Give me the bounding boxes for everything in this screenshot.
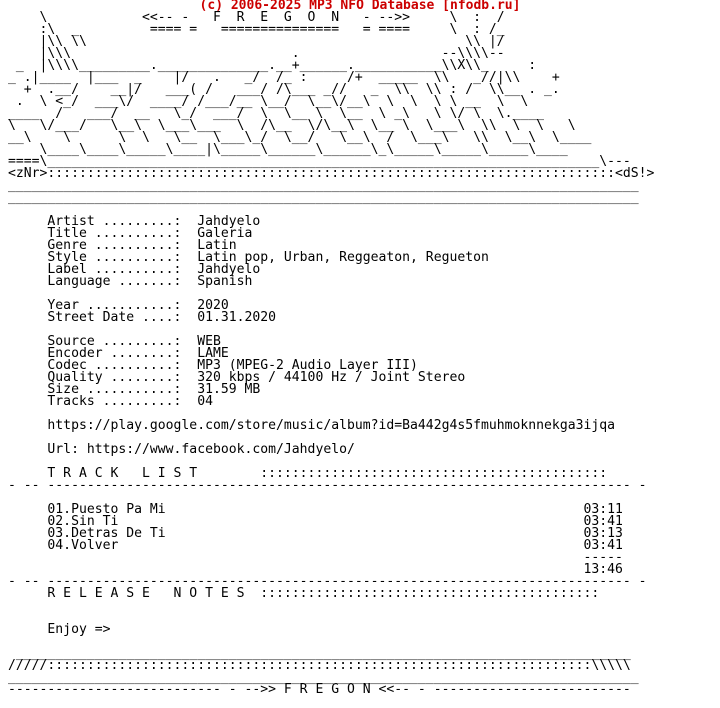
nfo-line: Title ..........: Galeria (8, 226, 253, 241)
nfo-line: \ <<-- - F R E G O N - -->> \ : / (8, 10, 505, 25)
nfo-line: Encoder ........: LAME (8, 346, 229, 361)
nfo-text (8, 12, 654, 696)
nfo-line: /////:::::::::::::::::::::::::::::::::::::::::::::::::::::::::::::::::::::\\\\\ (8, 658, 631, 673)
nfo-line: :\ _ ==== = =============== = ==== \ : /_ (8, 22, 505, 37)
nfo-line: - -- -------------------------------------------------------------------------- - (8, 478, 647, 493)
nfo-line: Year ...........: 2020 (8, 298, 229, 313)
site-header: (c) 2006-2025 MP3 NFO Database [nfodb.ru] (199, 0, 521, 13)
nfo-line: _ |\\\\_________.______________.__+______.___________\\X\\_ : (8, 58, 537, 73)
nfo-line: Size ...........: 31.59 MB (8, 382, 261, 397)
nfo-line: Style ..........: Latin pop, Urban, Reggeaton, Regueton (8, 250, 489, 265)
nfo-line: Language .......: Spanish (8, 274, 253, 289)
nfo-line: 02.Sin Ti 03:41 (8, 514, 623, 529)
nfo-line: <zNr>::::::::::::::::::::::::::::::::::::::::::::::::::::::::::::::::::::::::<dS!> (8, 166, 655, 181)
nfo-line: 03.Detras De Ti 03:13 (8, 526, 623, 541)
nfo-line: Url: https://www.facebook.com/Jahdyelo/ (8, 442, 355, 457)
nfo-line: 04.Volver 03:41 (8, 538, 623, 553)
nfo-line: Enjoy => (8, 622, 111, 637)
nfo-line: _ .|____ |___ _ |/ . _/ /_ : /+ _____ \\ _//|\\ + (8, 70, 560, 85)
nfo-line: ====\______________________________________________________________________\--- (8, 154, 631, 169)
nfo-line: __\ \ \ \ \__ \___\_/ \__/ \__\ / \___\ \\ \__\ \____ (8, 130, 592, 145)
nfo-line: ____ / ___/ __ \_/ ___/ \ \__ \ \__ \ _\ \ \/ \ \.____ (8, 106, 545, 121)
nfo-line: Label ..........: Jahdyelo (8, 262, 261, 277)
nfo-line: |\\ \\ \\ |/ (8, 34, 505, 49)
nfo-line: Codec ..........: MP3 (MPEG-2 Audio Layer III) (8, 358, 418, 373)
nfo-line: Street Date ....: 01.31.2020 (8, 310, 277, 325)
nfo-line: ----- (8, 550, 623, 565)
nfo-line: Quality ........: 320 kbps / 44100 Hz / Joint Stereo (8, 370, 466, 385)
nfo-line: ______________________________________________________________________________ (8, 646, 631, 661)
nfo-line: Tracks .........: 04 (8, 394, 213, 409)
nfo-line: Artist .........: Jahdyelo (8, 214, 261, 229)
nfo-line: + .__/ __|/ ___( / ___/ /\___ _// _ \\ \\ : / \\__ . _. (8, 82, 560, 97)
nfo-line: R E L E A S E N O T E S ::::::::::::::::::::::::::::::::::::::::::: (8, 586, 600, 601)
nfo-line: . \ <_/ ___\/ ____/ /___/__ \__/ \__\/__\ \ \ \ \ __ \ \ (8, 94, 529, 109)
nfo-line: 13:46 (8, 562, 623, 577)
nfo-line: 01.Puesto Pa Mi 03:11 (8, 502, 623, 517)
nfo-line: Genre ..........: Latin (8, 238, 237, 253)
nfo-line: - -- -------------------------------------------------------------------------- - (8, 574, 647, 589)
nfo-line: Source .........: WEB (8, 334, 221, 349)
nfo-line: ________________________________________________________________________________ (8, 670, 639, 685)
nfo-line: \____\____\_____\____|\_____\______\______\_\_____\_____\_____\____ (8, 142, 568, 157)
nfo-line: |\\\ . --\\\\-- (8, 46, 505, 61)
nfo-line: ________________________________________________________________________________ (8, 178, 639, 193)
nfo-line: --------------------------- - -->> F R E G O N <<-- - ------------------------- (8, 682, 631, 697)
nfo-line: ________________________________________________________________________________ (8, 190, 639, 205)
nfo-line: \ \/___/ \__\ \___\___ \ /\__ \/\__\ \__ \ \___\ \\ \ \ \ (8, 118, 576, 133)
nfo-line: T R A C K L I S T :::::::::::::::::::::::::::::::::::::::::::: (8, 466, 608, 481)
nfo-line: https://play.google.com/store/music/album?id=Ba442g4s5fmuhmoknnekga3ijqa (8, 418, 615, 433)
